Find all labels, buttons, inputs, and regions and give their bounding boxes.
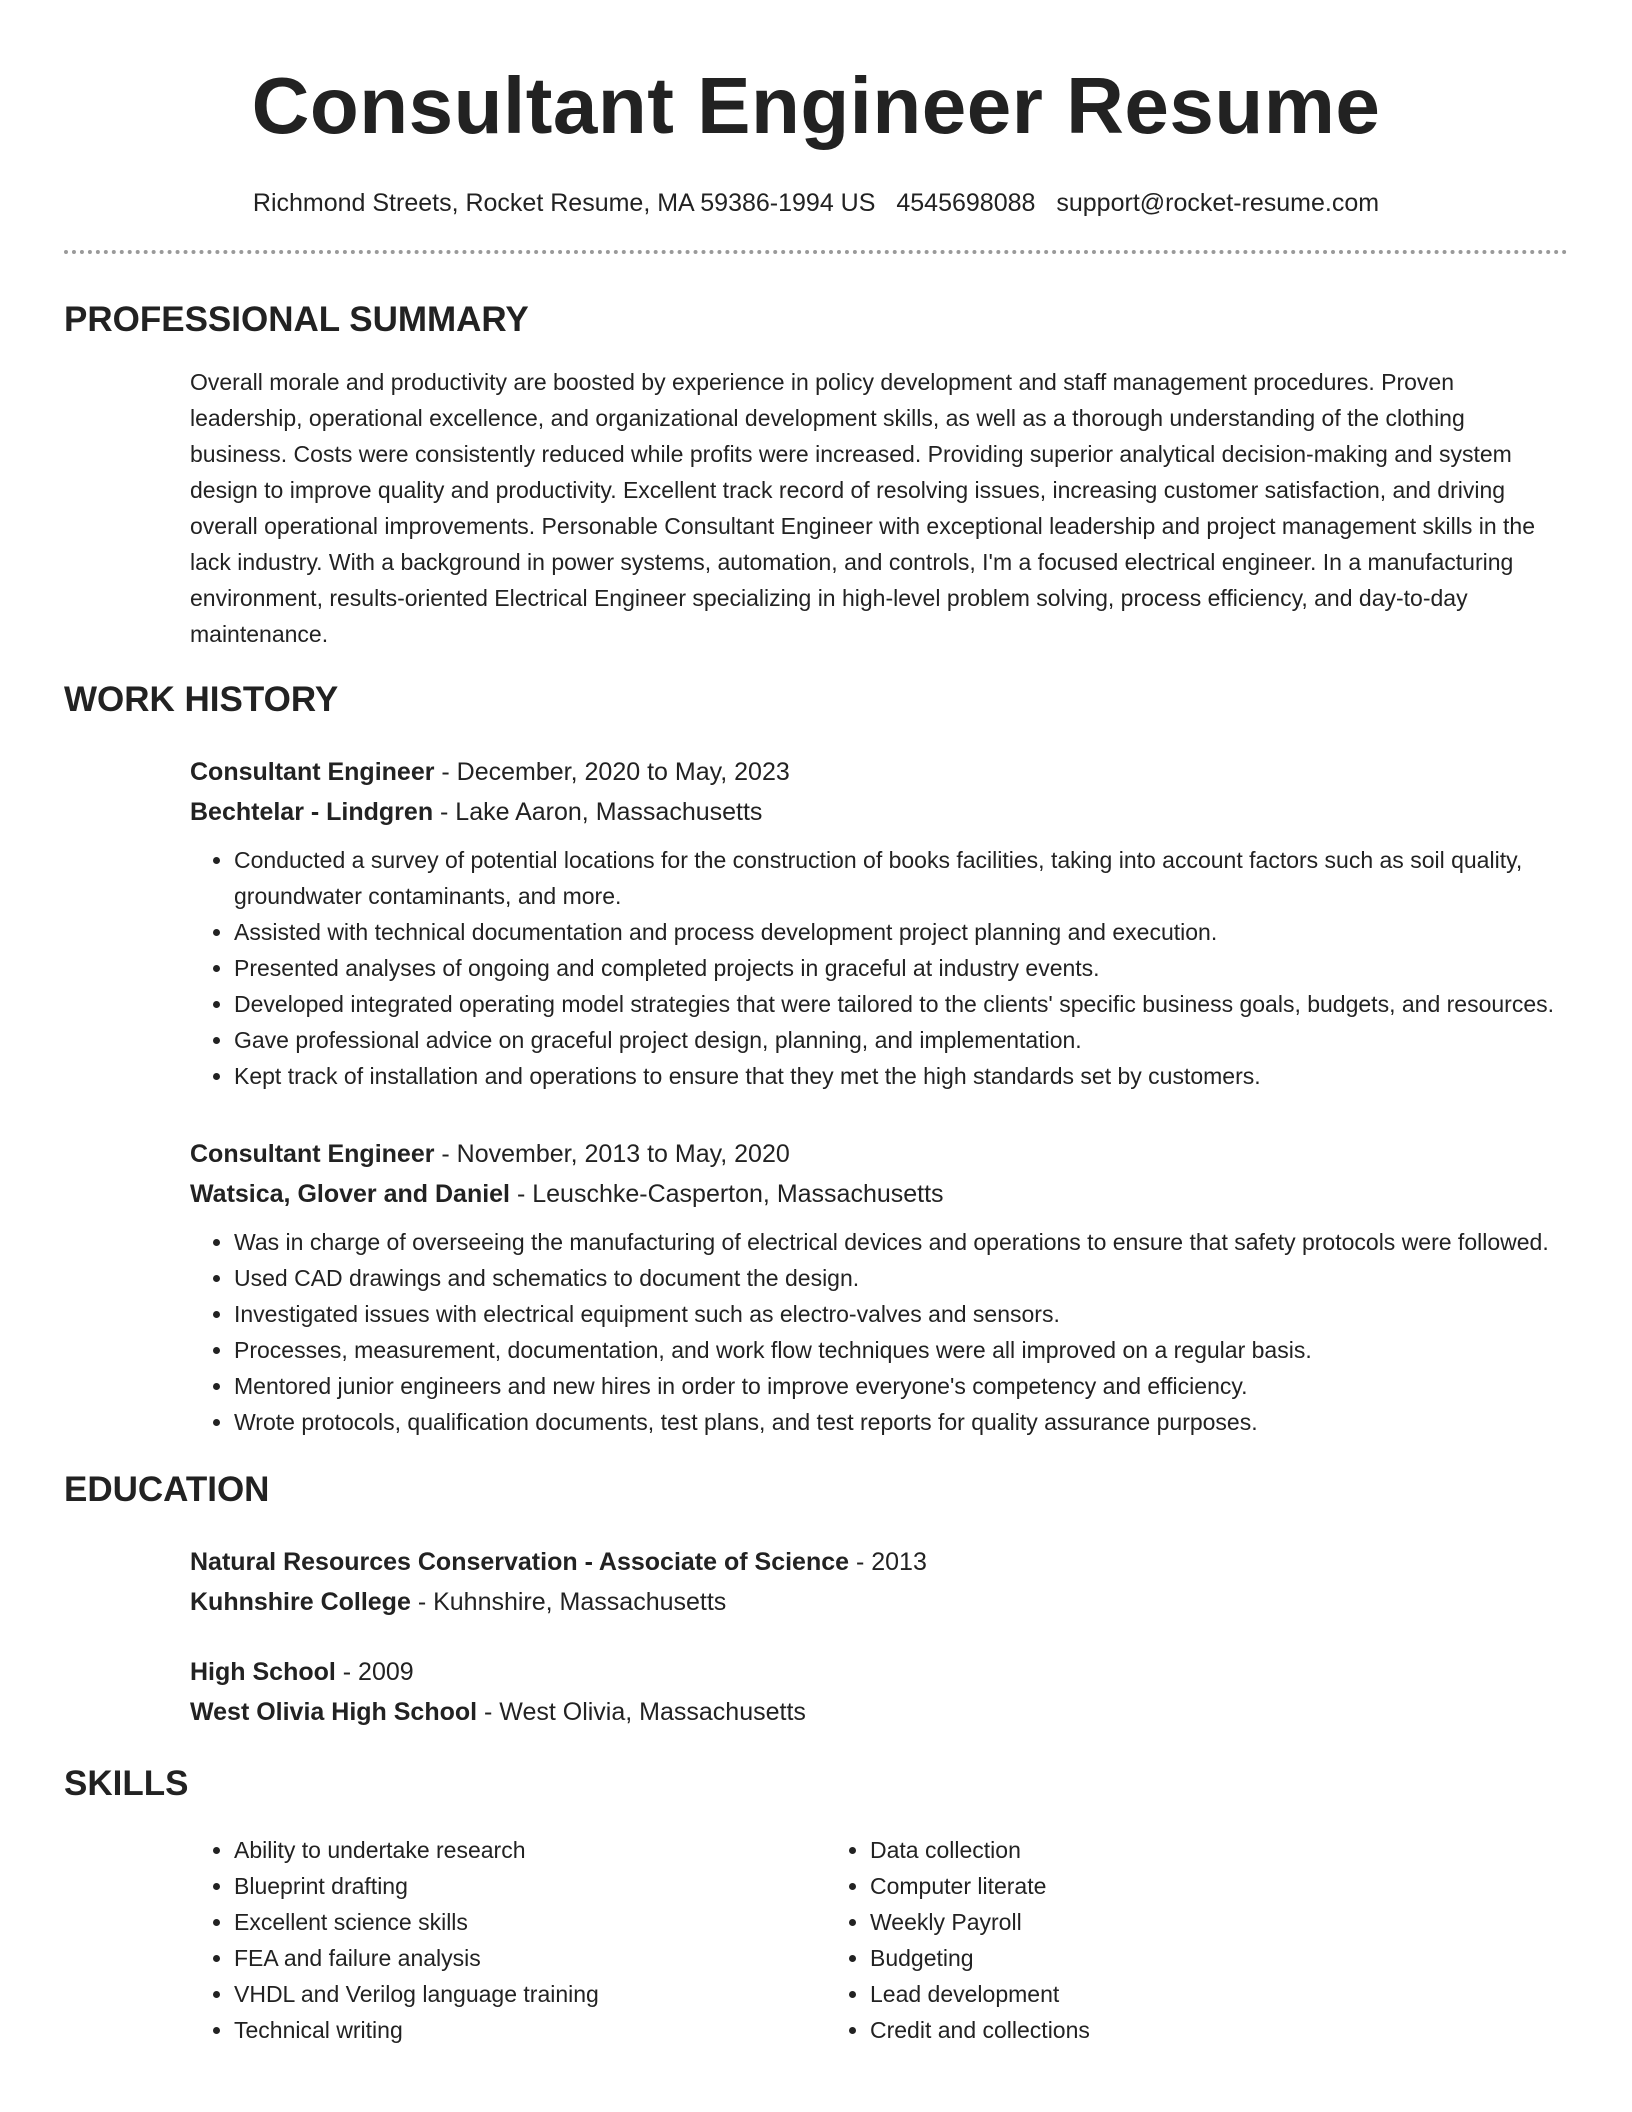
contact-line (64, 186, 1568, 220)
education-school: Kuhnshire College (190, 1588, 411, 1616)
job-bullets (190, 842, 1568, 1094)
skills-heading: SKILLS (64, 1764, 189, 1803)
job-entry (190, 1134, 1568, 1440)
education-degree: High School (190, 1658, 336, 1686)
skills-section (64, 1762, 1568, 2048)
job-location: - Leuschke-Casperton, Massachusetts (510, 1180, 944, 1208)
education-year: - 2009 (335, 1658, 414, 1686)
skill-item: • Ability to undertake research (234, 1832, 826, 1868)
skills-columns (190, 1832, 1568, 2048)
job-company: Watsica, Glover and Daniel (190, 1180, 511, 1208)
skill-item: • FEA and failure analysis (234, 1940, 826, 1976)
contact-address: Richmond Streets, Rocket Resume, MA 59386-1994 US (252, 189, 876, 217)
skill-item: • Credit and collections (870, 2012, 1462, 2048)
contact-email: support@rocket-resume.com (1056, 189, 1380, 217)
resume-title: Consultant Engineer Resume (251, 61, 1381, 150)
education-school-line (190, 1692, 1568, 1732)
education-location: - Kuhnshire, Massachusetts (410, 1588, 727, 1616)
education-entry (190, 1652, 1568, 1732)
skill-item: • Weekly Payroll (870, 1904, 1462, 1940)
skill-item: • Lead development (870, 1976, 1462, 2012)
job-title-line (190, 1134, 1568, 1174)
summary-heading: PROFESSIONAL SUMMARY (64, 300, 529, 339)
header-divider (64, 250, 1568, 254)
skills-left-column (190, 1832, 826, 2048)
job-bullet: • Investigated issues with electrical equipment such as electro-valves and sensors. (234, 1296, 1568, 1332)
job-bullet: • Kept track of installation and operations to ensure that they met the high standards set by customers. (234, 1058, 1568, 1094)
job-entry (190, 752, 1568, 1094)
job-company: Bechtelar - Lindgren (190, 798, 434, 826)
education-school-line (190, 1582, 1568, 1622)
education-entry (190, 1542, 1568, 1622)
job-bullet: • Used CAD drawings and schematics to document the design. (234, 1260, 1568, 1296)
skill-item: • Technical writing (234, 2012, 826, 2048)
job-bullet: • Developed integrated operating model strategies that were tailored to the clients' specific business goals, budgets, and resources. (234, 986, 1568, 1022)
job-bullet: • Processes, measurement, documentation, and work flow techniques were all improved on a regular basis. (234, 1332, 1568, 1368)
job-dates: - November, 2013 to May, 2020 (434, 1140, 790, 1168)
education-degree-line (190, 1652, 1568, 1692)
job-bullet: • Was in charge of overseeing the manufacturing of electrical devices and operations to ensure that safety protocols were followed. (234, 1224, 1568, 1260)
job-bullet: • Wrote protocols, qualification documents, test plans, and test reports for quality assurance purposes. (234, 1404, 1568, 1440)
summary-text: Overall morale and productivity are boosted by experience in policy development and staff management procedures. Proven leadership, operational excellence, and organizational development skills, as well as a thorough understanding of the clothing business. Costs were consistently reduced while profits were increased. Providing superior analytical decision-making and system design to improve quality and productivity. Excellent track record of resolving issues, increasing customer satisfaction, and driving overall operational improvements. Personable Consultant Engineer with exceptional leadership and project management skills in the lack industry. With a background in power systems, automation, and controls, I'm a focused electrical engineer. In a manufacturing environment, results-oriented Electrical Engineer specializing in high-level problem solving, process efficiency, and day-to-day maintenance. (190, 369, 1535, 647)
work-history-section (64, 678, 1568, 1440)
work-history-heading: WORK HISTORY (64, 680, 339, 719)
job-company-line (190, 792, 1568, 832)
job-bullet: • Gave professional advice on graceful project design, planning, and implementation. (234, 1022, 1568, 1058)
job-bullets (190, 1224, 1568, 1440)
skill-item: • VHDL and Verilog language training (234, 1976, 826, 2012)
skill-item: • Computer literate (870, 1868, 1462, 1904)
education-section (64, 1468, 1568, 1732)
job-bullet: • Assisted with technical documentation and process development project planning and execution. (234, 914, 1568, 950)
summary-section (64, 298, 1568, 652)
education-location: - West Olivia, Massachusetts (477, 1698, 806, 1726)
skill-item: • Blueprint drafting (234, 1868, 826, 1904)
job-role: Consultant Engineer (190, 758, 435, 786)
education-year: - 2013 (849, 1548, 927, 1576)
job-location: - Lake Aaron, Massachusetts (433, 798, 763, 826)
job-bullet: • Conducted a survey of potential locations for the construction of books facilities, taking into account factors such as soil quality, groundwater contaminants, and more. (234, 842, 1568, 914)
education-heading: EDUCATION (64, 1470, 270, 1509)
education-school: West Olivia High School (190, 1698, 478, 1726)
skill-item: • Data collection (870, 1832, 1462, 1868)
education-degree-line (190, 1542, 1568, 1582)
job-company-line (190, 1174, 1568, 1214)
contact-phone: 4545698088 (896, 189, 1036, 217)
job-bullet: • Mentored junior engineers and new hires in order to improve everyone's competency and efficiency. (234, 1368, 1568, 1404)
skill-item: • Excellent science skills (234, 1904, 826, 1940)
job-title-line (190, 752, 1568, 792)
skill-item: • Budgeting (870, 1940, 1462, 1976)
job-dates: - December, 2020 to May, 2023 (434, 758, 790, 786)
education-degree: Natural Resources Conservation - Associate of Science (190, 1548, 850, 1576)
skills-right-column (826, 1832, 1462, 2048)
job-bullet: • Presented analyses of ongoing and completed projects in graceful at industry events. (234, 950, 1568, 986)
job-role: Consultant Engineer (190, 1140, 435, 1168)
